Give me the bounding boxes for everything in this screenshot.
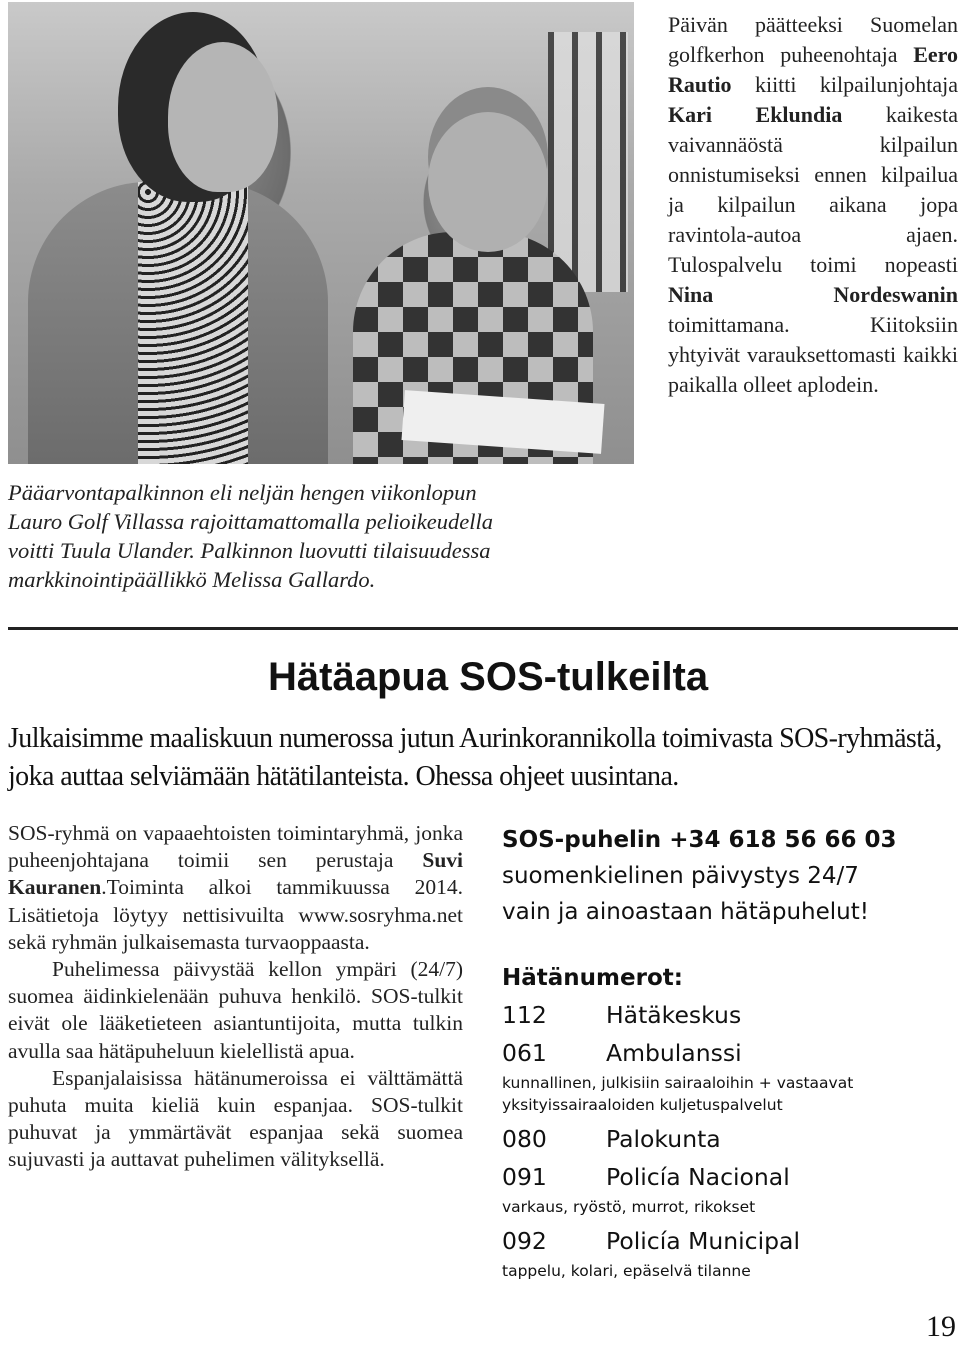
story-name: Eero Rautio [668, 42, 958, 97]
story-part: kiitti kilpailunjohtaja [731, 72, 958, 97]
body-text: SOS-ryhmä on vapaaehtoisten toimintaryhmä, jonka puheenjohtajana toimii sen perustaja [8, 821, 463, 873]
duty-text: suomenkielinen päivystys 24/7 [502, 863, 859, 889]
emergency-number: 080 [502, 1125, 547, 1153]
body-text: .Toiminta alkoi tammikuussa 2014. Lisätietoja löytyy nettisivuilta www.sosryhma.net sekä ryhmän julkaisemasta turvaoppaasta. [8, 875, 463, 954]
emergency-note: kunnallinen, julkisiin sairaaloihin + vastaavat yksityissairaaloiden kuljetuspalvelut [502, 1074, 854, 1114]
photo-blouse [138, 182, 248, 464]
emergency-number-row [502, 1222, 952, 1260]
body-paragraph: Espanjalaisissa hätänumeroissa ei välttämättä puhuta muita kieliä kuin espanjaa. SOS-tulkit puhuvat ja ymmärtävät espanjaa sekä suomea sujuvasti ja auttavat puhelimen välityksellä. [8, 1065, 463, 1172]
emergency-service: Policía Nacional [606, 1163, 790, 1191]
page-number: 19 [926, 1310, 956, 1343]
photo-head-right [428, 112, 548, 252]
story-name: Nina Nordeswanin [668, 282, 958, 307]
body-paragraph: Puhelimessa päivystää kellon ympäri (24/7) suomea äidinkielenään puhuva henkilö. SOS-tulkit eivät ole lääketieteen asiantuntijoita, mutta tulkin avulla saa hätäpuheluun kielellistä apua. [8, 957, 463, 1063]
emergency-note: tappelu, kolari, epäselvä tilanne [502, 1262, 751, 1280]
emergency-number-row [502, 1120, 952, 1158]
body-paragraph [8, 820, 463, 956]
emergency-service: Hätäkeskus [606, 1001, 742, 1029]
emergency-service: Palokunta [606, 1125, 721, 1153]
emergency-number: 092 [502, 1227, 547, 1255]
story-part: Päivän päätteeksi Suomelan golfkerhon puheenohtaja [668, 12, 958, 67]
sos-phone: SOS-puhelin +34 618 56 66 03 [502, 827, 897, 853]
article-lead: Julkaisimme maaliskuun numerossa jutun Aurinkorannikolla toimivasta SOS-ryhmästä, joka auttaa selviämään hätätilanteista. Ohessa ohjeet uusintana. [8, 723, 942, 792]
emergency-number-row [502, 1158, 952, 1196]
emergency-numbers-heading: Hätänumerot: [502, 965, 683, 991]
story-name: Kari Eklundia [668, 102, 843, 127]
emergency-note: varkaus, ryöstö, murrot, rikokset [502, 1198, 756, 1216]
photo-caption: Pääarvontapalkinnon eli neljän hengen viikonlopun Lauro Golf Villassa rajoittamattomalla pelioikeudella voitti Tuula Ulander. Palkinnon luovutti tilaisuudessa markkinointipäällikkö Melissa Gallardo. [8, 480, 493, 592]
emergency-number-row [502, 1034, 952, 1072]
story-part: kaikesta vaivannäöstä kilpailun onnistumiseksi ennen kilpailua ja kilpailun aikana jopa ravintola-autoa ajaen. Tulospalvelu toimi nopeasti [668, 102, 958, 277]
award-photo [8, 2, 634, 464]
story-text [668, 10, 958, 400]
emergency-info-box [502, 822, 952, 1282]
emergency-service: Ambulanssi [606, 1039, 742, 1067]
emergency-service: Policía Municipal [606, 1227, 800, 1255]
photo-window [548, 32, 628, 292]
emergency-number: 091 [502, 1163, 547, 1191]
article-headline: Hätäapua SOS-tulkeilta [268, 655, 709, 699]
section-divider [8, 627, 958, 630]
body-name: Suvi Kauranen [8, 848, 463, 900]
article-body [8, 820, 463, 1174]
only-emergency-text: vain ja ainoastaan hätäpuhelut! [502, 899, 869, 925]
emergency-number-row [502, 996, 952, 1034]
emergency-number: 061 [502, 1039, 547, 1067]
emergency-number: 112 [502, 1001, 547, 1029]
story-part: toimittamana. Kiitoksiin yhtyivät varauksettomasti kaikki paikalla olleet aplodein. [668, 312, 958, 397]
photo-head-left [168, 42, 278, 192]
